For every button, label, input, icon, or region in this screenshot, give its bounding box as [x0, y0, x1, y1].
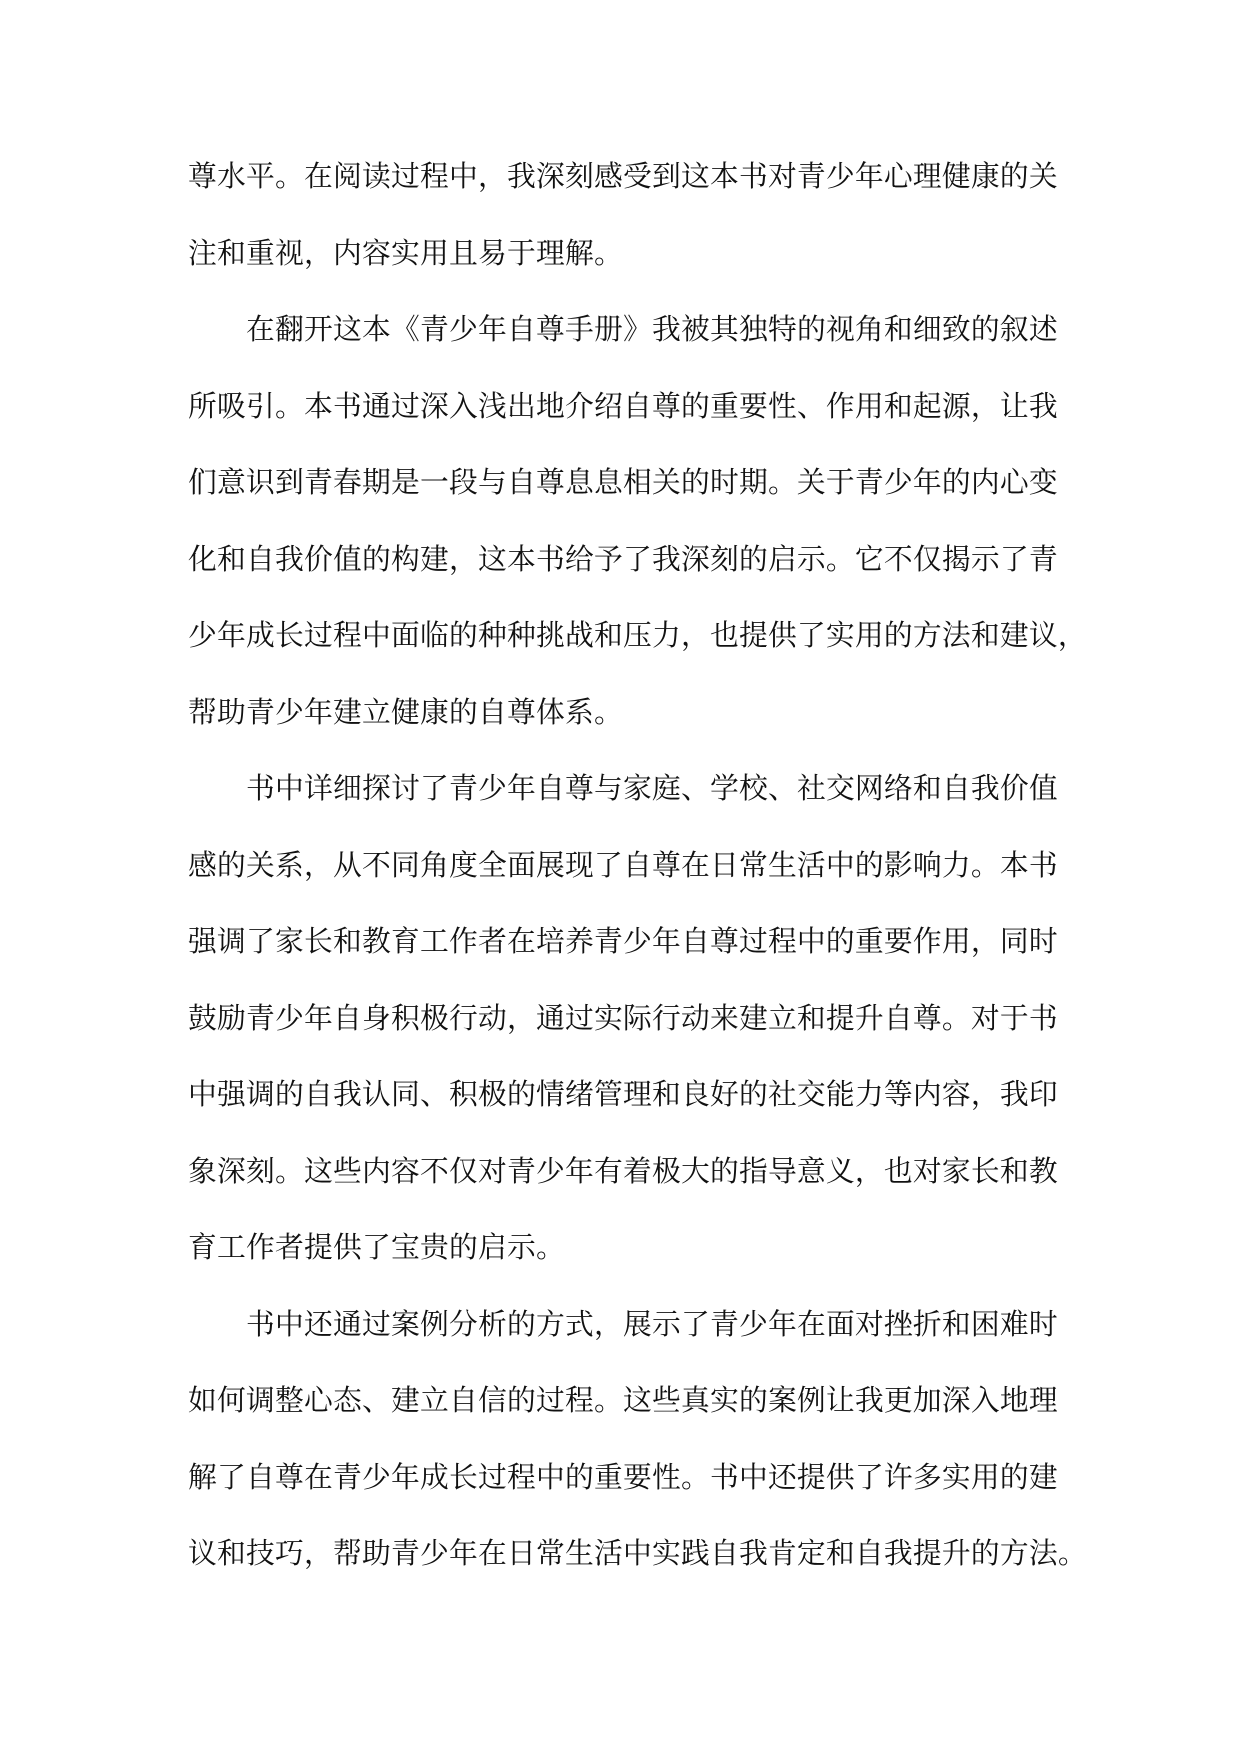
paragraph-line: 在翻开这本《青少年自尊手册》我被其独特的视角和细致的叙述	[246, 312, 1058, 346]
paragraph-line: 们意识到青春期是一段与自尊息息相关的时期。关于青少年的内心变	[188, 465, 1058, 499]
paragraph-line: 解了自尊在青少年成长过程中的重要性。书中还提供了许多实用的建	[188, 1459, 1058, 1494]
paragraph-line: 帮助青少年建立健康的自尊体系。	[188, 694, 623, 729]
paragraph-line: 注和重视，内容实用且易于理解。	[188, 235, 623, 270]
paragraph-line: 所吸引。本书通过深入浅出地介绍自尊的重要性、作用和起源，让我	[188, 388, 1058, 423]
paragraph-line: 书中详细探讨了青少年自尊与家庭、学校、社交网络和自我价值	[246, 771, 1058, 805]
document-body	[188, 138, 1087, 1592]
paragraph-line: 书中还通过案例分析的方式，展示了青少年在面对挫折和困难时	[246, 1306, 1058, 1341]
paragraph-line: 中强调的自我认同、积极的情绪管理和良好的社交能力等内容，我印	[188, 1077, 1058, 1111]
paragraph-line: 育工作者提供了宝贵的启示。	[188, 1230, 565, 1264]
paragraph-line: 象深刻。这些内容不仅对青少年有着极大的指导意义，也对家长和教	[188, 1153, 1058, 1188]
paragraph-line: 少年成长过程中面临的种种挑战和压力，也提供了实用的方法和建议，	[188, 618, 1087, 652]
paragraph-4	[188, 1286, 1087, 1592]
paragraph-line: 如何调整心态、建立自信的过程。这些真实的案例让我更加深入地理	[188, 1383, 1058, 1417]
paragraph-line: 议和技巧，帮助青少年在日常生活中实践自我肯定和自我提升的方法。	[188, 1536, 1087, 1570]
paragraph-3	[188, 750, 1058, 1286]
paragraph-1	[188, 138, 1058, 291]
paragraph-line: 强调了家长和教育工作者在培养青少年自尊过程中的重要作用，同时	[188, 924, 1058, 958]
paragraph-line: 尊水平。在阅读过程中，我深刻感受到这本书对青少年心理健康的关	[188, 159, 1058, 193]
paragraph-line: 感的关系，从不同角度全面展现了自尊在日常生活中的影响力。本书	[188, 847, 1058, 882]
paragraph-line: 化和自我价值的构建，这本书给予了我深刻的启示。它不仅揭示了青	[188, 541, 1058, 576]
paragraph-line: 鼓励青少年自身积极行动，通过实际行动来建立和提升自尊。对于书	[188, 1000, 1058, 1035]
paragraph-2	[188, 291, 1087, 750]
